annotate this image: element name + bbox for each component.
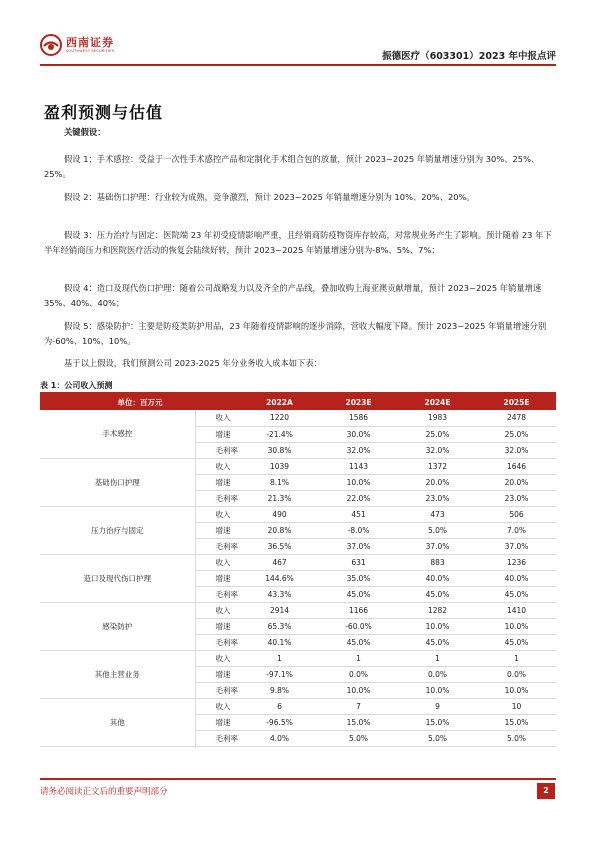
table-cell: 5.0%: [398, 522, 477, 538]
table-cell: 451: [319, 506, 398, 522]
segment-name: 压力治疗与固定: [40, 506, 195, 554]
table-cell: 36.5%: [240, 538, 319, 554]
metric-label: 收入: [195, 602, 240, 618]
table-body: [40, 410, 556, 746]
table-cell: 10.0%: [319, 474, 398, 490]
metric-label: 毛利率: [195, 442, 240, 458]
segment-name: 基础伤口护理: [40, 458, 195, 506]
table-cell: 20.0%: [477, 474, 556, 490]
metric-label: 增速: [195, 570, 240, 586]
table-cell: 883: [398, 554, 477, 570]
table-cell: -60.0%: [319, 618, 398, 634]
segment-name: 手术感控: [40, 410, 195, 458]
summary-sentence: 基于以上假设，我们预测公司 2023-2025 年分业务收入成本如下表：: [64, 358, 322, 368]
table-cell: 30.8%: [240, 442, 319, 458]
table-cell: 65.3%: [240, 618, 319, 634]
table-cell: 45.0%: [319, 586, 398, 602]
year-header: 2023E: [319, 394, 398, 410]
company-logo: [40, 34, 114, 56]
report-title: 振德医疗（603301）2023 年中报点评: [382, 51, 556, 62]
table-cell: 40.1%: [240, 634, 319, 650]
metric-label: 增速: [195, 474, 240, 490]
table-cell: 506: [477, 506, 556, 522]
table-cell: 1: [398, 650, 477, 666]
table-cell: 1983: [398, 410, 477, 426]
table-row: [40, 458, 556, 474]
table-cell: 1: [319, 650, 398, 666]
table-cell: 10: [477, 698, 556, 714]
assumption-2: 假设 2：基础伤口护理：行业较为成熟，竞争激烈，预计 2023~2025 年销量增速分别为 10%、20%、20%。: [64, 192, 475, 202]
metric-label: 增速: [195, 714, 240, 730]
metric-label: 增速: [195, 666, 240, 682]
table-cell: 32.0%: [477, 442, 556, 458]
assumption-1: 假设 1：手术感控：受益于一次性手术感控产品和定制化手术组合包的放量，预计 2023~2025 年销量增速分别为 30%、25%、25%。: [44, 154, 540, 179]
table-cell: 20.8%: [240, 522, 319, 538]
key-assumptions-label: 关键假设：: [64, 127, 106, 137]
table-cell: 5.0%: [319, 730, 398, 746]
metric-label: 毛利率: [195, 586, 240, 602]
table-cell: -96.5%: [240, 714, 319, 730]
table-cell: 37.0%: [477, 538, 556, 554]
metric-label: 毛利率: [195, 490, 240, 506]
table-cell: 45.0%: [477, 634, 556, 650]
table-cell: 15.0%: [398, 714, 477, 730]
table-cell: 1143: [319, 458, 398, 474]
table-cell: 0.0%: [477, 666, 556, 682]
table-cell: 5.0%: [398, 730, 477, 746]
table-cell: 1166: [319, 602, 398, 618]
table-cell: 20.0%: [398, 474, 477, 490]
table-cell: 1: [477, 650, 556, 666]
table-cell: 37.0%: [319, 538, 398, 554]
table-cell: 25.0%: [477, 426, 556, 442]
assumption-4: 假设 4：造口及现代伤口护理：随着公司战略发力以及齐全的产品线，叠加收购上海亚澳贡献增量，预计 2023~2025 年销量增速 35%、40%、40%；: [44, 283, 542, 308]
table-cell: 490: [240, 506, 319, 522]
table-row: [40, 698, 556, 714]
metric-label: 收入: [195, 410, 240, 426]
table-cell: 631: [319, 554, 398, 570]
unit-header: 单位：百万元: [40, 394, 240, 410]
table-cell: 4.0%: [240, 730, 319, 746]
table-cell: 45.0%: [398, 634, 477, 650]
table-cell: 45.0%: [398, 586, 477, 602]
table-cell: 6: [240, 698, 319, 714]
table-cell: 22.0%: [319, 490, 398, 506]
table-cell: 1410: [477, 602, 556, 618]
page-number: 2: [537, 783, 555, 799]
metric-label: 增速: [195, 618, 240, 634]
table-cell: 45.0%: [477, 586, 556, 602]
assumption-3: 假设 3：压力治疗与固定：医院端 23 年初受疫情影响严重，且经销商防疫物资库存较高，对常规业务产生了影响。预计随着 23 年下半年经销商压力和医院医疗活动的恢复会陆续好转，预计 2023~2025 年销量增速分别为-8%、5%、7%；: [44, 230, 552, 255]
table-cell: 473: [398, 506, 477, 522]
table-cell: 1586: [319, 410, 398, 426]
logo-emblem-icon: [40, 34, 62, 56]
table-row: [40, 602, 556, 618]
table-cell: 21.3%: [240, 490, 319, 506]
revenue-forecast-table: [40, 394, 556, 747]
table-cell: 45.0%: [319, 634, 398, 650]
segment-name: 其他: [40, 698, 195, 746]
table-cell: 1: [240, 650, 319, 666]
table-cell: -8.0%: [319, 522, 398, 538]
year-header: 2025E: [477, 394, 556, 410]
metric-label: 增速: [195, 426, 240, 442]
table-cell: 1646: [477, 458, 556, 474]
table-cell: 9.8%: [240, 682, 319, 698]
table-cell: 5.0%: [477, 730, 556, 746]
table-cell: 10.0%: [477, 618, 556, 634]
table-cell: 1039: [240, 458, 319, 474]
assumption-5: 假设 5：感染防护：主要是防疫类防护用品，23 年随着疫情影响的逐步消除，营收大幅度下降。预计 2023~2025 年销量增速分别为-60%、10%、10%。: [44, 321, 547, 346]
table-cell: -97.1%: [240, 666, 319, 682]
table-cell: 9: [398, 698, 477, 714]
table-cell: 8.1%: [240, 474, 319, 490]
table-row: [40, 506, 556, 522]
table-cell: 32.0%: [319, 442, 398, 458]
table-cell: 40.0%: [477, 570, 556, 586]
table-cell: 10.0%: [477, 682, 556, 698]
table-row: [40, 554, 556, 570]
metric-label: 收入: [195, 554, 240, 570]
table-cell: 40.0%: [398, 570, 477, 586]
table-cell: 1236: [477, 554, 556, 570]
metric-label: 毛利率: [195, 682, 240, 698]
table-cell: 467: [240, 554, 319, 570]
table-cell: 32.0%: [398, 442, 477, 458]
table-cell: 2914: [240, 602, 319, 618]
table-cell: 2478: [477, 410, 556, 426]
table-cell: 10.0%: [398, 618, 477, 634]
table-cell: 0.0%: [319, 666, 398, 682]
year-header: 2024E: [398, 394, 477, 410]
table-header-row: [40, 394, 556, 410]
metric-label: 收入: [195, 506, 240, 522]
table-cell: 43.3%: [240, 586, 319, 602]
table-cell: 30.0%: [319, 426, 398, 442]
segment-name: 造口及现代伤口护理: [40, 554, 195, 602]
table-cell: 23.0%: [398, 490, 477, 506]
table-cell: 0.0%: [398, 666, 477, 682]
table-cell: 1372: [398, 458, 477, 474]
table-cell: 15.0%: [319, 714, 398, 730]
table-cell: 37.0%: [398, 538, 477, 554]
footer-disclaimer: 请务必阅读正文后的重要声明部分: [40, 787, 168, 797]
table-cell: 35.0%: [319, 570, 398, 586]
logo-chinese-name: 西南证券: [66, 35, 114, 49]
table-cell: 1282: [398, 602, 477, 618]
table-cell: 10.0%: [398, 682, 477, 698]
table-cell: -21.4%: [240, 426, 319, 442]
table-row: [40, 410, 556, 426]
table-cell: 144.6%: [240, 570, 319, 586]
metric-label: 毛利率: [195, 730, 240, 746]
metric-label: 毛利率: [195, 538, 240, 554]
table-cell: 15.0%: [477, 714, 556, 730]
table-cell: 1220: [240, 410, 319, 426]
table-cell: 7: [319, 698, 398, 714]
table-cell: 25.0%: [398, 426, 477, 442]
year-header: 2022A: [240, 394, 319, 410]
header-divider: [40, 64, 556, 66]
segment-name: 感染防护: [40, 602, 195, 650]
segment-name: 其他主营业务: [40, 650, 195, 698]
metric-label: 收入: [195, 458, 240, 474]
table-cell: 7.0%: [477, 522, 556, 538]
footer-divider: [40, 778, 556, 780]
metric-label: 增速: [195, 522, 240, 538]
metric-label: 收入: [195, 650, 240, 666]
page-header: [40, 34, 556, 66]
section-heading: 盈利预测与估值: [44, 103, 164, 122]
metric-label: 毛利率: [195, 634, 240, 650]
table-caption: 表 1：公司收入预测: [40, 381, 113, 390]
metric-label: 收入: [195, 698, 240, 714]
table-row: [40, 650, 556, 666]
table-cell: 23.0%: [477, 490, 556, 506]
logo-english-name: SOUTHWEST SECURITIES: [66, 48, 115, 53]
table-cell: 10.0%: [319, 682, 398, 698]
